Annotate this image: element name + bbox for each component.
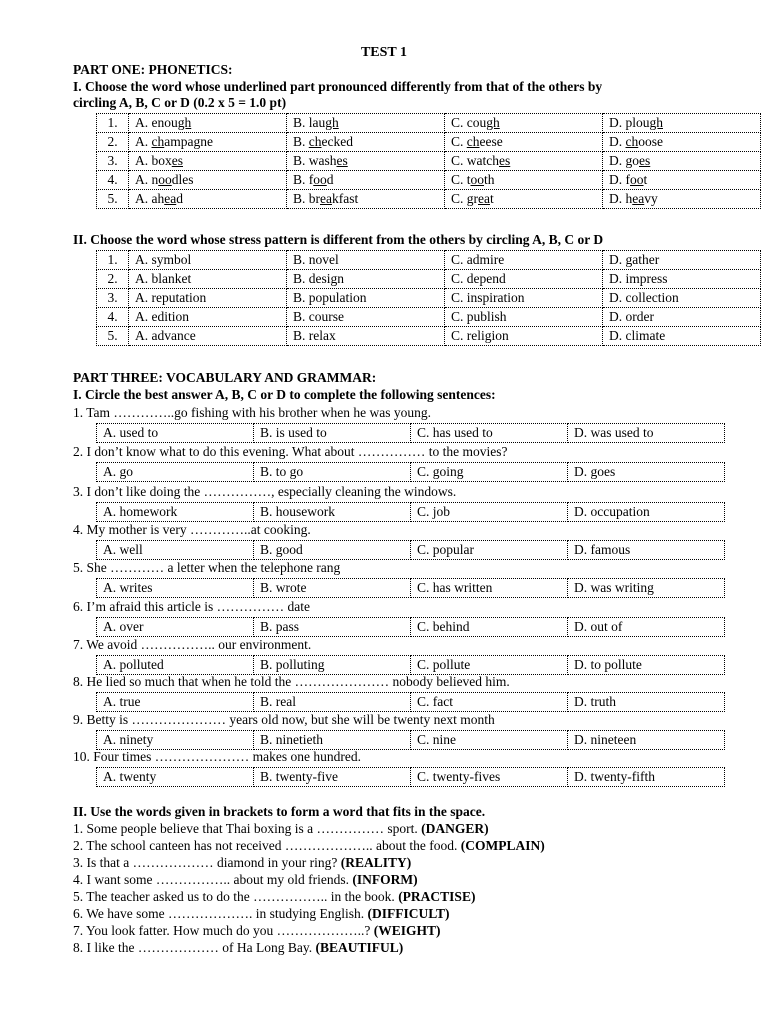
table-row	[97, 270, 761, 289]
question-text: 10. Four times ………………… makes one hundred.	[73, 749, 361, 764]
question-number: 3.	[97, 152, 129, 171]
question-number: 4.	[97, 308, 129, 327]
underlined-part: ea	[478, 190, 490, 206]
phonetics-instruction-line1: I. Choose the word whose underlined part pronounced differently from that of the others by	[73, 79, 603, 94]
question-number: 2.	[97, 270, 129, 289]
word-form-item: 8. I like the ……………… of Ha Long Bay. (BEAUTIFUL)	[73, 940, 404, 955]
answer-option: D. heavy	[603, 190, 761, 209]
table-row	[97, 327, 761, 346]
table-row	[97, 114, 761, 133]
underlined-part: oo	[630, 171, 644, 187]
question-text: 3. I don’t like doing the ……………, especially cleaning the windows.	[73, 484, 457, 499]
answer-option: C. cheese	[445, 133, 603, 152]
answer-option: A. over	[97, 618, 254, 637]
answer-options	[96, 502, 725, 522]
answer-option: A. boxes	[129, 152, 287, 171]
answer-option: C. behind	[411, 618, 568, 637]
given-word: (PRACTISE)	[398, 889, 476, 904]
answer-option: D. was used to	[568, 424, 725, 443]
answer-option: D. goes	[603, 152, 761, 171]
answer-options	[96, 578, 725, 598]
answer-option: D. impress	[603, 270, 761, 289]
table-row	[97, 731, 725, 750]
answer-options	[96, 655, 725, 675]
answer-option: B. wrote	[254, 579, 411, 598]
answer-option: C. publish	[445, 308, 603, 327]
answer-option: B. checked	[287, 133, 445, 152]
table-row	[97, 171, 761, 190]
part-three-heading: PART THREE: VOCABULARY AND GRAMMAR:	[73, 370, 377, 385]
answer-option: C. cough	[445, 114, 603, 133]
question-text: 6. I’m afraid this article is …………… date	[73, 599, 310, 614]
table-row	[97, 503, 725, 522]
answer-option: D. foot	[603, 171, 761, 190]
answer-option: B. food	[287, 171, 445, 190]
answer-option: A. go	[97, 463, 254, 482]
answer-option: D. nineteen	[568, 731, 725, 750]
table-row	[97, 424, 725, 443]
answer-option: A. ahead	[129, 190, 287, 209]
answer-option: B. to go	[254, 463, 411, 482]
table-row	[97, 693, 725, 712]
answer-options	[96, 540, 725, 560]
answer-options	[96, 423, 725, 443]
answer-option: A. used to	[97, 424, 254, 443]
table-row	[97, 541, 725, 560]
answer-option: A. reputation	[129, 289, 287, 308]
answer-option: A. champagne	[129, 133, 287, 152]
underlined-part: es	[336, 152, 348, 168]
test-title: TEST 1	[360, 45, 408, 60]
answer-option: D. collection	[603, 289, 761, 308]
given-word: (COMPLAIN)	[460, 838, 545, 853]
underlined-part: es	[499, 152, 511, 168]
answer-option: D. truth	[568, 693, 725, 712]
word-form-item: 6. We have some ………………. in studying English. (DIFFICULT)	[73, 906, 450, 921]
answer-option: B. laugh	[287, 114, 445, 133]
underlined-part: gh	[325, 114, 339, 130]
table-row	[97, 463, 725, 482]
answer-option: B. twenty-five	[254, 768, 411, 787]
answer-option: A. blanket	[129, 270, 287, 289]
question-number: 1.	[97, 251, 129, 270]
table-row	[97, 618, 725, 637]
table-row	[97, 133, 761, 152]
question-number: 1.	[97, 114, 129, 133]
underlined-part: es	[171, 152, 183, 168]
underlined-part: ch	[625, 133, 639, 149]
answer-option: B. good	[254, 541, 411, 560]
answer-option: C. has written	[411, 579, 568, 598]
underlined-part: gh	[649, 114, 663, 130]
underlined-part: oo	[313, 171, 327, 187]
underlined-part: ea	[164, 190, 177, 206]
table-row	[97, 579, 725, 598]
table-row	[97, 152, 761, 171]
word-form-item: 7. You look fatter. How much do you ………………..? (WEIGHT)	[73, 923, 441, 938]
word-form-item: 1. Some people believe that Thai boxing is a …………… sport. (DANGER)	[73, 821, 489, 836]
answer-option: A. writes	[97, 579, 254, 598]
underlined-part: gh	[177, 114, 192, 130]
given-word: (DANGER)	[421, 821, 489, 836]
answer-option: A. true	[97, 693, 254, 712]
phonetics-instruction-line2: circling A, B, C or D (0.2 x 5 = 1.0 pt)	[73, 95, 287, 110]
given-word: (INFORM)	[352, 872, 418, 887]
answer-option: A. noodles	[129, 171, 287, 190]
answer-option: B. breakfast	[287, 190, 445, 209]
answer-option: C. going	[411, 463, 568, 482]
answer-option: B. washes	[287, 152, 445, 171]
answer-option: D. gather	[603, 251, 761, 270]
answer-option: C. twenty-fives	[411, 768, 568, 787]
answer-option: D. goes	[568, 463, 725, 482]
answer-option: D. was writing	[568, 579, 725, 598]
table-row	[97, 251, 761, 270]
underlined-part: ch	[466, 133, 480, 149]
question-number: 5.	[97, 327, 129, 346]
word-form-item: 3. Is that a ……………… diamond in your ring? (REALITY)	[73, 855, 412, 870]
table-row	[97, 768, 725, 787]
answer-option: B. novel	[287, 251, 445, 270]
answer-options	[96, 617, 725, 637]
underlined-part: ea	[320, 190, 332, 206]
answer-option: A. ninety	[97, 731, 254, 750]
given-word: (REALITY)	[340, 855, 412, 870]
pronunciation-table	[96, 113, 761, 209]
question-text: 2. I don’t know what to do this evening. What about …………… to the movies?	[73, 444, 508, 459]
answer-option: A. advance	[129, 327, 287, 346]
stress-instruction: II. Choose the word whose stress pattern is different from the others by circling A, B, C or D	[73, 232, 604, 247]
answer-option: B. design	[287, 270, 445, 289]
answer-option: A. homework	[97, 503, 254, 522]
answer-options	[96, 462, 725, 482]
table-row	[97, 656, 725, 675]
given-word: (BEAUTIFUL)	[315, 940, 404, 955]
answer-option: D. occupation	[568, 503, 725, 522]
answer-options	[96, 767, 725, 787]
word-form-instruction: II. Use the words given in brackets to form a word that fits in the space.	[73, 804, 486, 819]
answer-option: B. course	[287, 308, 445, 327]
answer-option: C. fact	[411, 693, 568, 712]
answer-option: D. out of	[568, 618, 725, 637]
answer-option: D. plough	[603, 114, 761, 133]
table-row	[97, 308, 761, 327]
underlined-part: oo	[470, 171, 485, 187]
question-number: 5.	[97, 190, 129, 209]
grammar-instruction: I. Circle the best answer A, B, C or D to complete the following sentences:	[73, 387, 496, 402]
answer-option: B. housework	[254, 503, 411, 522]
answer-option: D. famous	[568, 541, 725, 560]
underlined-part: oo	[158, 171, 172, 187]
answer-option: B. polluting	[254, 656, 411, 675]
answer-option: B. real	[254, 693, 411, 712]
word-form-item: 5. The teacher asked us to do the …………….. in the book. (PRACTISE)	[73, 889, 476, 904]
answer-option: C. admire	[445, 251, 603, 270]
underlined-part: es	[639, 152, 651, 168]
answer-option: D. to pollute	[568, 656, 725, 675]
table-row	[97, 289, 761, 308]
question-text: 7. We avoid …………….. our environment.	[73, 637, 312, 652]
underlined-part: ea	[632, 190, 645, 206]
answer-option: D. climate	[603, 327, 761, 346]
answer-option: D. twenty-fifth	[568, 768, 725, 787]
answer-option: A. enough	[129, 114, 287, 133]
answer-option: A. twenty	[97, 768, 254, 787]
underlined-part: ch	[308, 133, 322, 149]
question-text: 1. Tam …………..go fishing with his brother when he was young.	[73, 405, 432, 420]
question-text: 4. My mother is very …………..at cooking.	[73, 522, 311, 537]
answer-option: B. population	[287, 289, 445, 308]
answer-option: B. is used to	[254, 424, 411, 443]
answer-option: C. pollute	[411, 656, 568, 675]
question-number: 3.	[97, 289, 129, 308]
answer-option: C. nine	[411, 731, 568, 750]
answer-option: C. great	[445, 190, 603, 209]
answer-option: B. ninetieth	[254, 731, 411, 750]
question-number: 2.	[97, 133, 129, 152]
part-one-heading: PART ONE: PHONETICS:	[73, 62, 233, 77]
answer-option: D. order	[603, 308, 761, 327]
answer-option: C. religion	[445, 327, 603, 346]
answer-option: D. choose	[603, 133, 761, 152]
answer-option: C. has used to	[411, 424, 568, 443]
answer-option: A. well	[97, 541, 254, 560]
answer-option: A. symbol	[129, 251, 287, 270]
given-word: (DIFFICULT)	[367, 906, 450, 921]
question-number: 4.	[97, 171, 129, 190]
question-text: 5. She ………… a letter when the telephone rang	[73, 560, 341, 575]
stress-table	[96, 250, 761, 346]
word-form-item: 4. I want some …………….. about my old friends. (INFORM)	[73, 872, 418, 887]
answer-option: C. tooth	[445, 171, 603, 190]
question-text: 9. Betty is ………………… years old now, but she will be twenty next month	[73, 712, 495, 727]
answer-option: B. relax	[287, 327, 445, 346]
answer-option: C. depend	[445, 270, 603, 289]
answer-options	[96, 730, 725, 750]
underlined-part: ch	[151, 133, 165, 149]
word-form-item: 2. The school canteen has not received ……………….. about the food. (COMPLAIN)	[73, 838, 545, 853]
answer-option: B. pass	[254, 618, 411, 637]
answer-option: C. inspiration	[445, 289, 603, 308]
given-word: (WEIGHT)	[373, 923, 441, 938]
table-row	[97, 190, 761, 209]
question-text: 8. He lied so much that when he told the ………………… nobody believed him.	[73, 674, 510, 689]
underlined-part: gh	[486, 114, 500, 130]
answer-option: C. watches	[445, 152, 603, 171]
answer-option: A. edition	[129, 308, 287, 327]
answer-option: C. job	[411, 503, 568, 522]
answer-option: A. polluted	[97, 656, 254, 675]
answer-options	[96, 692, 725, 712]
answer-option: C. popular	[411, 541, 568, 560]
